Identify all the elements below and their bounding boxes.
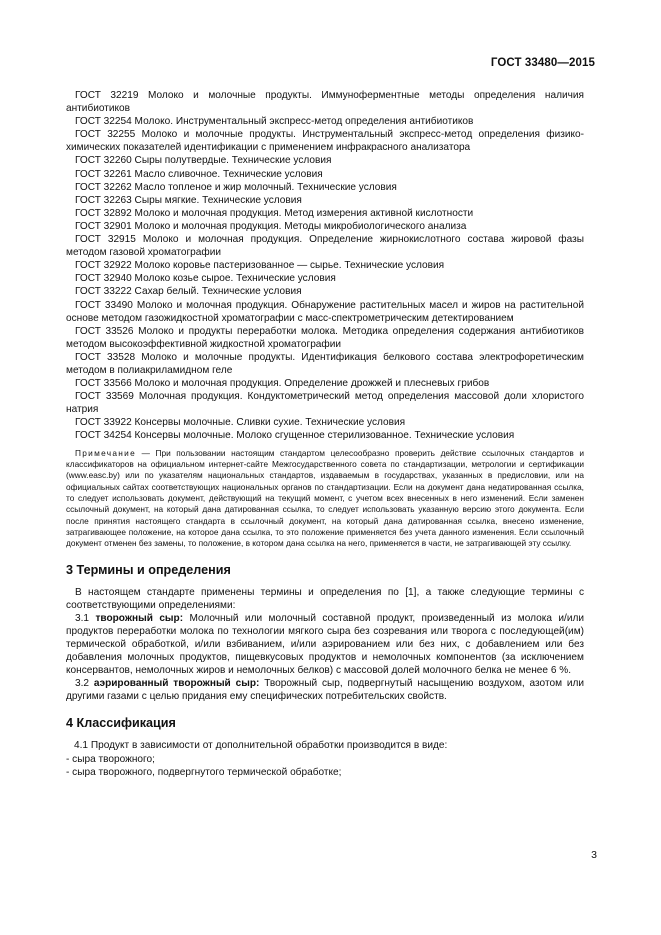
section-4-lead: 4.1 Продукт в зависимости от дополнительной обработки производится в виде: <box>74 740 448 752</box>
reference-item: ГОСТ 33526 Молоко и продукты переработки молока. Методика определения содержания антибиотиков методом высокоэффективной жидкостной хроматографии <box>66 325 584 350</box>
reference-item: ГОСТ 32915 Молоко и молочная продукция. Определение жирнокислотного состава жировой фазы методом газовой хроматографии <box>66 234 584 259</box>
reference-item: ГОСТ 32262 Масло топленое и жир молочный. Технические условия <box>75 181 397 193</box>
reference-item: ГОСТ 32261 Масло сливочное. Технические условия <box>75 168 323 180</box>
definition-term: аэрированный творожный сыр: <box>93 678 260 690</box>
product-forms-list <box>66 753 584 779</box>
note-text: — При пользовании настоящим стандартом целесообразно проверить действие ссылочных стандартов и классификаторов на официальном интернет-сайте Межгосударственного совета по стандартизации, метрологии и сертификации (www.easc.by) или по указателям национальных стандартов, издаваемым в государствах, указанных в предисловии, или на официальных сайтах соответствующих национальных органов по стандартизации. Если на документ дана недатированная ссылка, то следует использовать документ, действующий на текущий момент, с учетом всех внесенных в него изменений. Если заменен ссылочный документ, на который дана датированная ссылка, то следует использовать указанную версию этого документа. Если после принятия настоящего стандарта в ссылочный документ, на который дана датированная ссылка, внесено изменение, затрагивающее положение, на которое дана ссылка, то это положение применяется без учета данного изменения. Если ссылочный документ отменен без замены, то положение, в котором дана ссылка на него, применяется в части, не затрагивающей эту ссылку. <box>66 447 584 549</box>
reference-item: ГОСТ 33922 Консервы молочные. Сливки сухие. Технические условия <box>75 417 406 429</box>
reference-item: ГОСТ 32901 Молоко и молочная продукция. Методы микробиологического анализа <box>75 220 467 232</box>
page-number: 3 <box>591 849 597 861</box>
reference-item: ГОСТ 33490 Молоко и молочная продукция. Обнаружение растительных масел и жиров на растительной основе методом газожидкостной хроматографии с масс-спектрометрическим детектированием <box>66 299 584 324</box>
definition-number: 3.2 <box>75 678 94 690</box>
reference-item: ГОСТ 32219 Молоко и молочные продукты. Иммуноферментные методы определения наличия антибиотиков <box>66 90 584 115</box>
reference-item: ГОСТ 32255 Молоко и молочные продукты. Инструментальный экспресс-метод определения физико-химических показателей идентификации с применением инфракрасного анализатора <box>66 129 584 154</box>
section-3-heading: 3 Термины и определения <box>66 562 231 577</box>
reference-item: ГОСТ 32922 Молоко коровье пастеризованное — сырье. Технические условия <box>75 260 445 272</box>
reference-item: ГОСТ 33566 Молоко и молочная продукция. Определение дрожжей и плесневых грибов <box>75 378 490 390</box>
reference-item: ГОСТ 33569 Молочная продукция. Кондуктометрический метод определения массовой доли хлористого натрия <box>66 391 584 416</box>
references-note <box>66 448 584 550</box>
reference-item: ГОСТ 33222 Сахар белый. Технические условия <box>75 286 302 298</box>
section-3-intro: В настоящем стандарте применены термины и определения по [1], а также следующие термины с соответствующими определениями: <box>66 586 584 611</box>
reference-item: ГОСТ 32260 Сыры полутвердые. Технические условия <box>75 155 332 167</box>
section-4-heading: 4 Классификация <box>66 716 176 731</box>
reference-item: ГОСТ 33528 Молоко и молочные продукты. Идентификация белкового состава электрофоретическим методом в полиакриламидном геле <box>66 351 584 376</box>
definition-text: Молочный или молочный составной продукт, произведенный из молока и/или продуктов переработки молока по технологии мягкого сыра без созревания или творога с последующей(им) термической обработкой, и/или взбиванием, и/или аэрированием или без них, с добавлением или без добавления молочных продуктов, пищевкусовых продуктов и немолочных компонентов (за исключением консервантов, немолочных жиров и немолочных белков) с массовой долей молочного белка не менее 6 %. <box>66 612 584 677</box>
definition-3-1 <box>66 612 584 677</box>
list-item: - сыра творожного, подвергнутого термической обработке; <box>66 766 342 778</box>
definition-number: 3.1 <box>75 612 96 624</box>
list-item: - сыра творожного; <box>66 753 155 765</box>
note-label: Примечание <box>75 447 137 458</box>
definition-text: Творожный сыр, подвергнутый насыщению воздухом, азотом или другими газами с целью придания ему специфических потребительских свойств. <box>66 678 585 703</box>
reference-item: ГОСТ 32263 Сыры мягкие. Технические условия <box>75 194 302 206</box>
normative-references-list <box>66 89 584 443</box>
document-header: ГОСТ 33480—2015 <box>490 57 595 69</box>
definition-term: творожный сыр: <box>95 612 184 624</box>
reference-item: ГОСТ 34254 Консервы молочные. Молоко сгущенное стерилизованное. Технические условия <box>75 430 515 442</box>
reference-item: ГОСТ 32940 Молоко козье сырое. Технические условия <box>75 273 336 285</box>
reference-item: ГОСТ 32892 Молоко и молочная продукция. Метод измерения активной кислотности <box>75 207 474 219</box>
definition-3-2 <box>66 677 584 703</box>
page-body <box>66 89 584 779</box>
reference-item: ГОСТ 32254 Молоко. Инструментальный экспресс-метод определения антибиотиков <box>75 116 474 128</box>
